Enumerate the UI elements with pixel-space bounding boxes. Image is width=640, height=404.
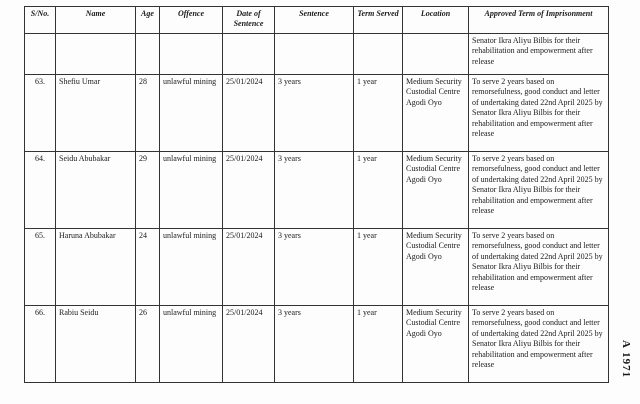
header-sno: S/No. [25,7,56,34]
cell-term-served: 1 year [354,152,403,229]
page-number: A 1971 [620,340,632,379]
header-date-of-sentence: Date of Sentence [223,7,275,34]
cell-age: 24 [136,229,160,306]
cell-name: Seidu Abubakar [56,152,136,229]
table-row [25,152,609,229]
cell-date: 25/01/2024 [223,75,275,152]
cell-location: Medium Security Custodial Centre Agodi Oyo [403,152,469,229]
table-row [25,75,609,152]
cell-sno [25,34,56,75]
cell-term-served [354,34,403,75]
cell-date: 25/01/2024 [223,229,275,306]
cell-name: Shefiu Umar [56,75,136,152]
cell-offence: unlawful mining [160,75,223,152]
cell-offence: unlawful mining [160,306,223,383]
cell-approved-term: To serve 2 years based on remorsefulness, good conduct and letter of undertaking dated 22nd April 2025 by Senator Ikra Aliyu Bilbis for their rehabilitation and empowerment after release [469,75,609,152]
cell-approved-term: To serve 2 years based on remorsefulness, good conduct and letter of undertaking dated 22nd April 2025 by Senator Ikra Aliyu Bilbis for their rehabilitation and empowerment after release [469,306,609,383]
header-location: Location [403,7,469,34]
cell-date: 25/01/2024 [223,152,275,229]
cell-sno: 65. [25,229,56,306]
convicts-table [24,6,609,383]
cell-offence: unlawful mining [160,152,223,229]
table-header [25,7,609,34]
header-name: Name [56,7,136,34]
cell-approved-term: Senator Ikra Aliyu Bilbis for their rehabilitation and empowerment after release [469,34,609,75]
cell-sentence: 3 years [275,306,354,383]
cell-sentence: 3 years [275,152,354,229]
header-term-served: Term Served [354,7,403,34]
table-row [25,306,609,383]
cell-sentence: 3 years [275,229,354,306]
cell-date: 25/01/2024 [223,306,275,383]
cell-age [136,34,160,75]
header-sentence: Sentence [275,7,354,34]
header-age: Age [136,7,160,34]
cell-date [223,34,275,75]
cell-sno: 64. [25,152,56,229]
cell-sno: 66. [25,306,56,383]
header-approved-term: Approved Term of Imprisonment [469,7,609,34]
cell-name: Haruna Abubakar [56,229,136,306]
cell-name [56,34,136,75]
table-row-continuation [25,34,609,75]
cell-location: Medium Security Custodial Centre Agodi Oyo [403,306,469,383]
table-row [25,229,609,306]
header-offence: Offence [160,7,223,34]
cell-term-served: 1 year [354,75,403,152]
cell-age: 28 [136,75,160,152]
cell-sentence [275,34,354,75]
cell-location: Medium Security Custodial Centre Agodi Oyo [403,75,469,152]
cell-offence: unlawful mining [160,229,223,306]
cell-term-served: 1 year [354,306,403,383]
cell-term-served: 1 year [354,229,403,306]
cell-approved-term: To serve 2 years based on remorsefulness, good conduct and letter of undertaking dated 22nd April 2025 by Senator Ikra Aliyu Bilbis for their rehabilitation and empowerment after release [469,152,609,229]
cell-sno: 63. [25,75,56,152]
cell-age: 29 [136,152,160,229]
cell-location [403,34,469,75]
cell-name: Rabiu Seidu [56,306,136,383]
cell-offence [160,34,223,75]
cell-sentence: 3 years [275,75,354,152]
cell-location: Medium Security Custodial Centre Agodi Oyo [403,229,469,306]
cell-age: 26 [136,306,160,383]
cell-approved-term: To serve 2 years based on remorsefulness, good conduct and letter of undertaking dated 22nd April 2025 by Senator Ikra Aliyu Bilbis for their rehabilitation and empowerment after release [469,229,609,306]
